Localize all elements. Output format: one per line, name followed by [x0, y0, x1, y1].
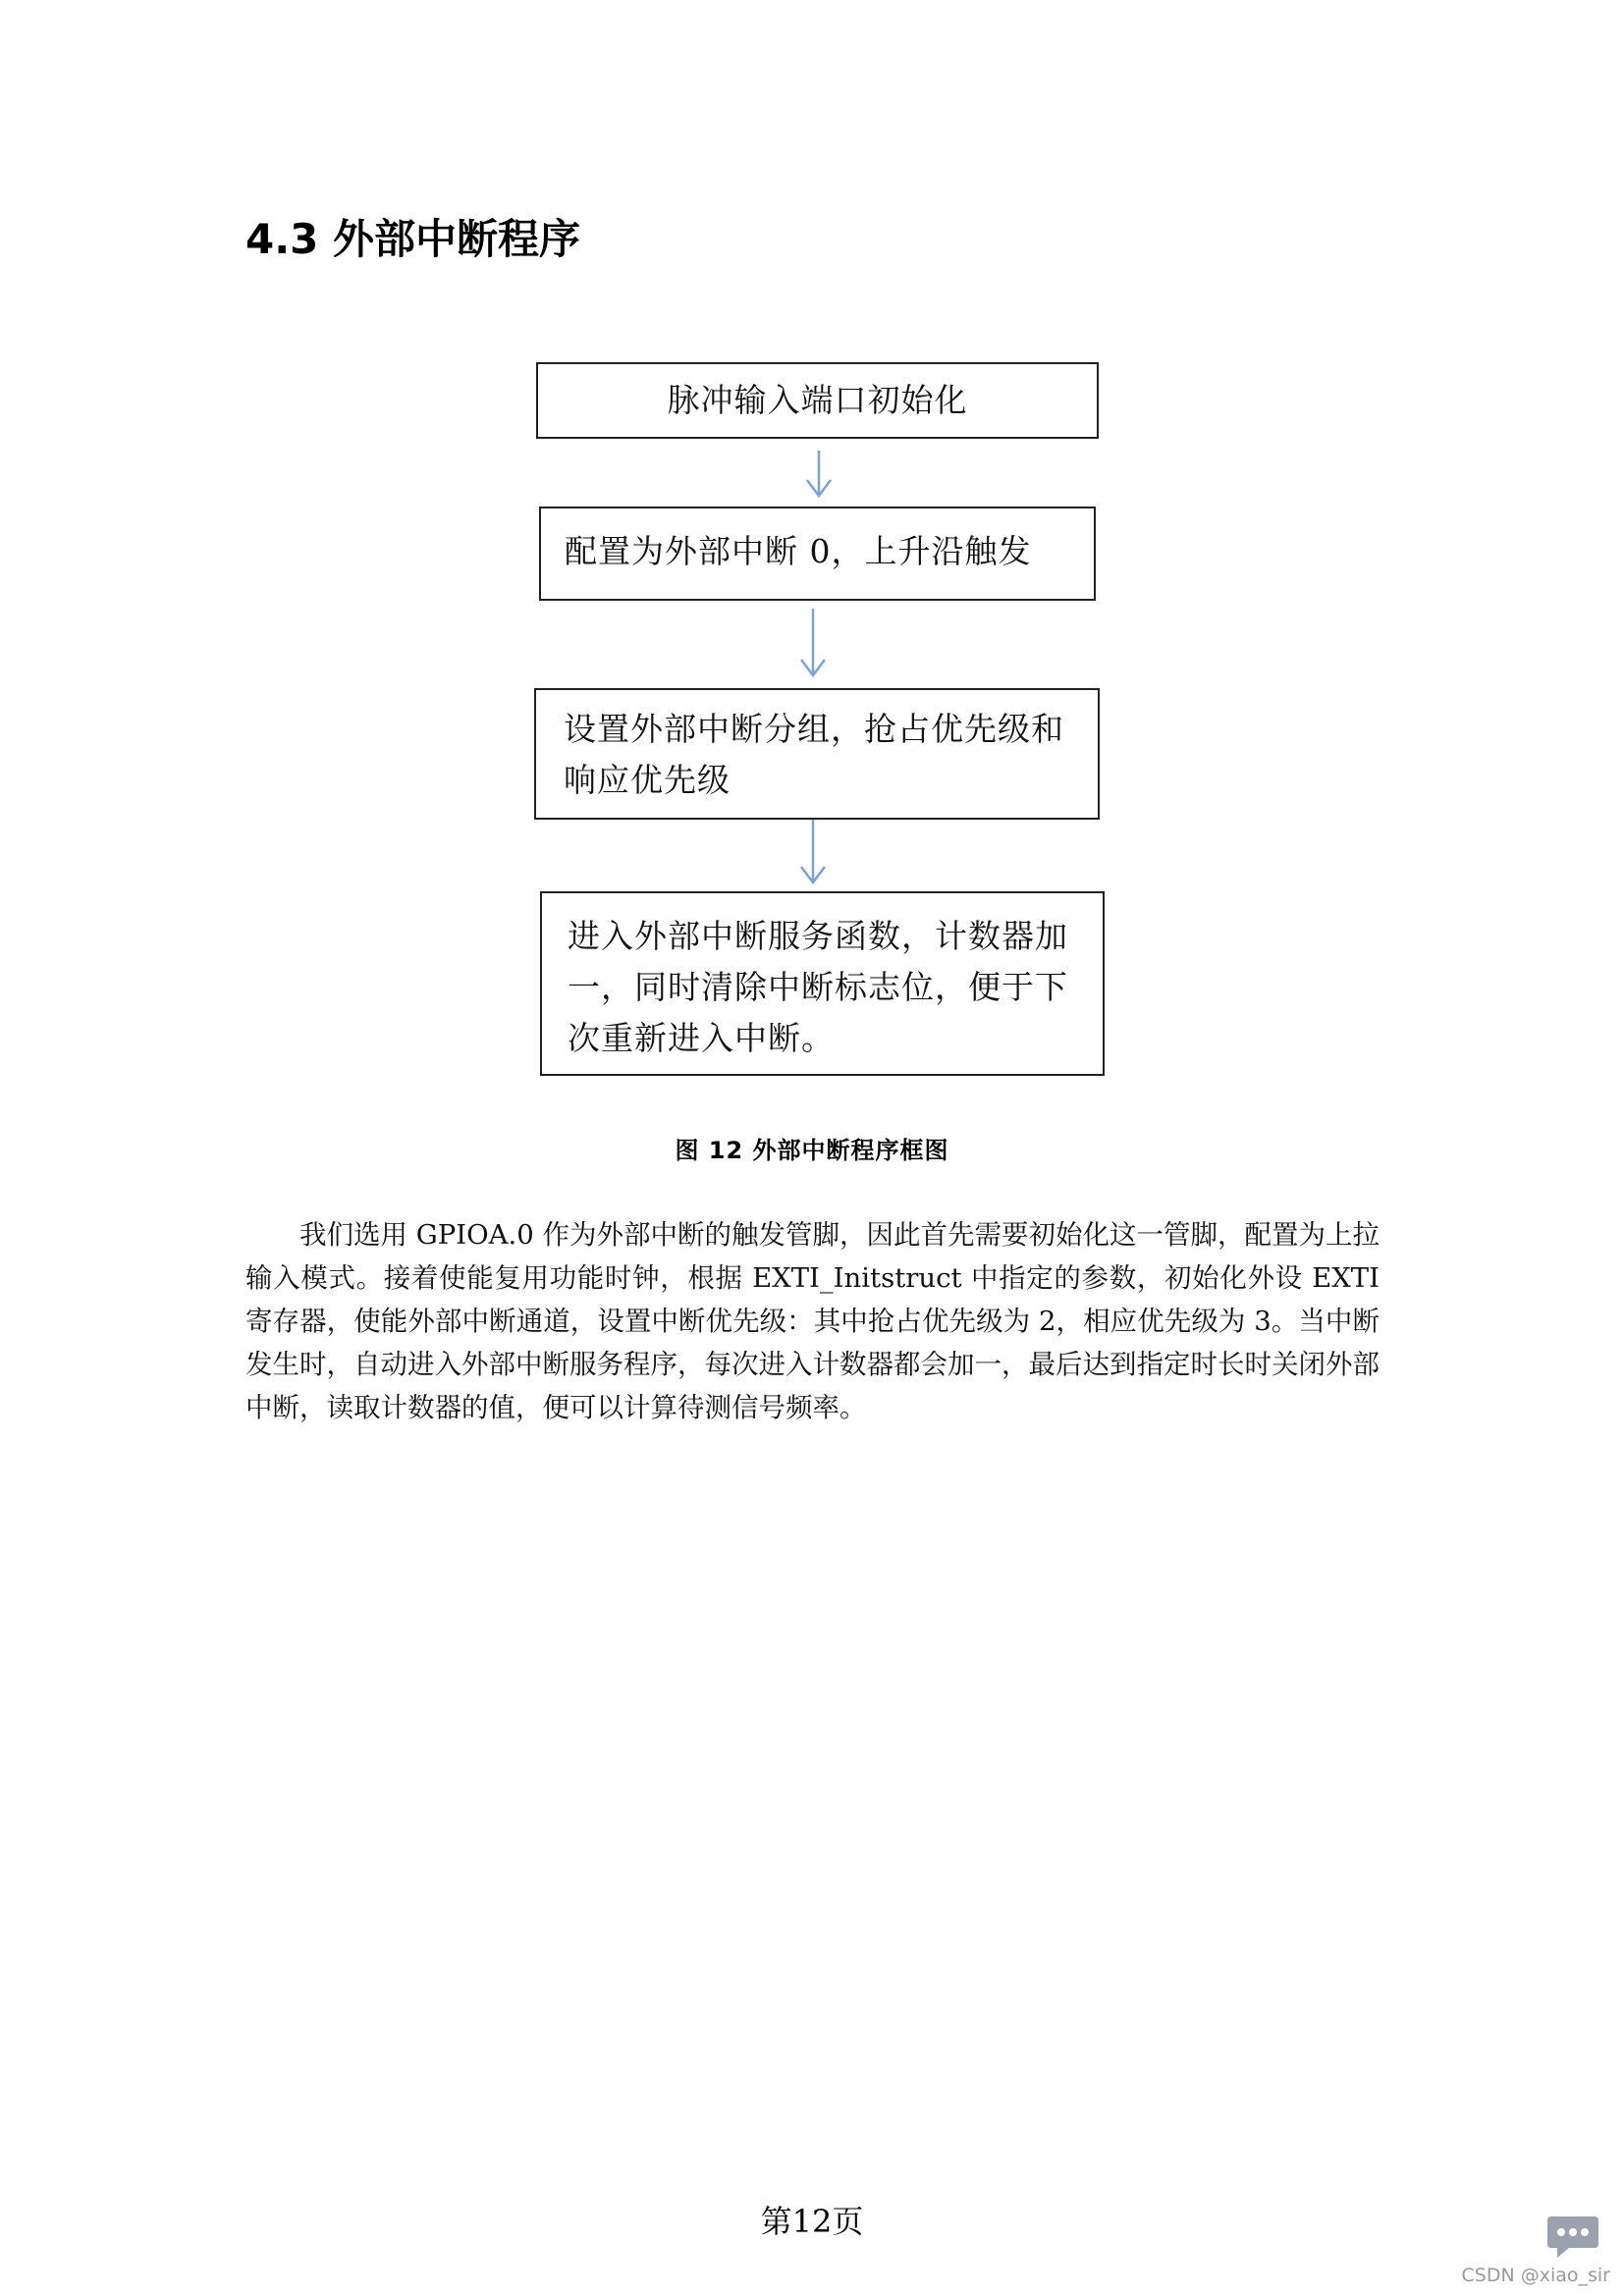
flowchart-step-config	[539, 507, 1096, 601]
figure-caption: 图 12 外部中断程序框图	[675, 1137, 949, 1164]
flowchart-step-text: 次重新进入中断。	[568, 1019, 835, 1057]
body-paragraph: 我们选用 GPIOA.0 作为外部中断的触发管脚，因此首先需要初始化这一管脚，配置为上拉输入模式。接着使能复用功能时钟，根据 EXTI_Initstruct 中指定的参数，初始化外设 EXTI 寄存器，使能外部中断通道，设置中断优先级：其中抢占优先级为 2，相应优先级为 3。当中断发生时，自动进入外部中断服务程序，每次进入计数器都会加一，最后达到指定时长时关闭外部中断，读取计数器的值，便可以计算待测信号频率。	[245, 1219, 1380, 1423]
watermark: CSDN @xiao_sir	[1461, 2265, 1610, 2286]
page-number: 第12页	[760, 2203, 864, 2240]
flowchart-step-priority	[534, 688, 1100, 820]
flowchart-step-text: 配置为外部中断 0，上升沿触发	[565, 532, 1032, 570]
flowchart-step-isr	[540, 891, 1105, 1076]
flow-arrow-1	[807, 451, 831, 496]
flow-arrow-3	[801, 820, 825, 882]
flow-arrow-2	[801, 609, 825, 675]
flowchart-step-text: 进入外部中断服务函数，计数器加	[568, 917, 1068, 955]
flowchart-step-text: 设置外部中断分组，抢占优先级和	[564, 710, 1064, 748]
flowchart-step-text: 一，同时清除中断标志位，便于下	[568, 968, 1068, 1006]
flowchart-step-text: 响应优先级	[564, 761, 731, 799]
chat-bubble-icon[interactable]	[1543, 2209, 1602, 2264]
section-heading: 4.3 外部中断程序	[245, 215, 581, 263]
flowchart-step-text: 脉冲输入端口初始化	[667, 381, 968, 419]
flowchart-step-init	[536, 362, 1099, 439]
